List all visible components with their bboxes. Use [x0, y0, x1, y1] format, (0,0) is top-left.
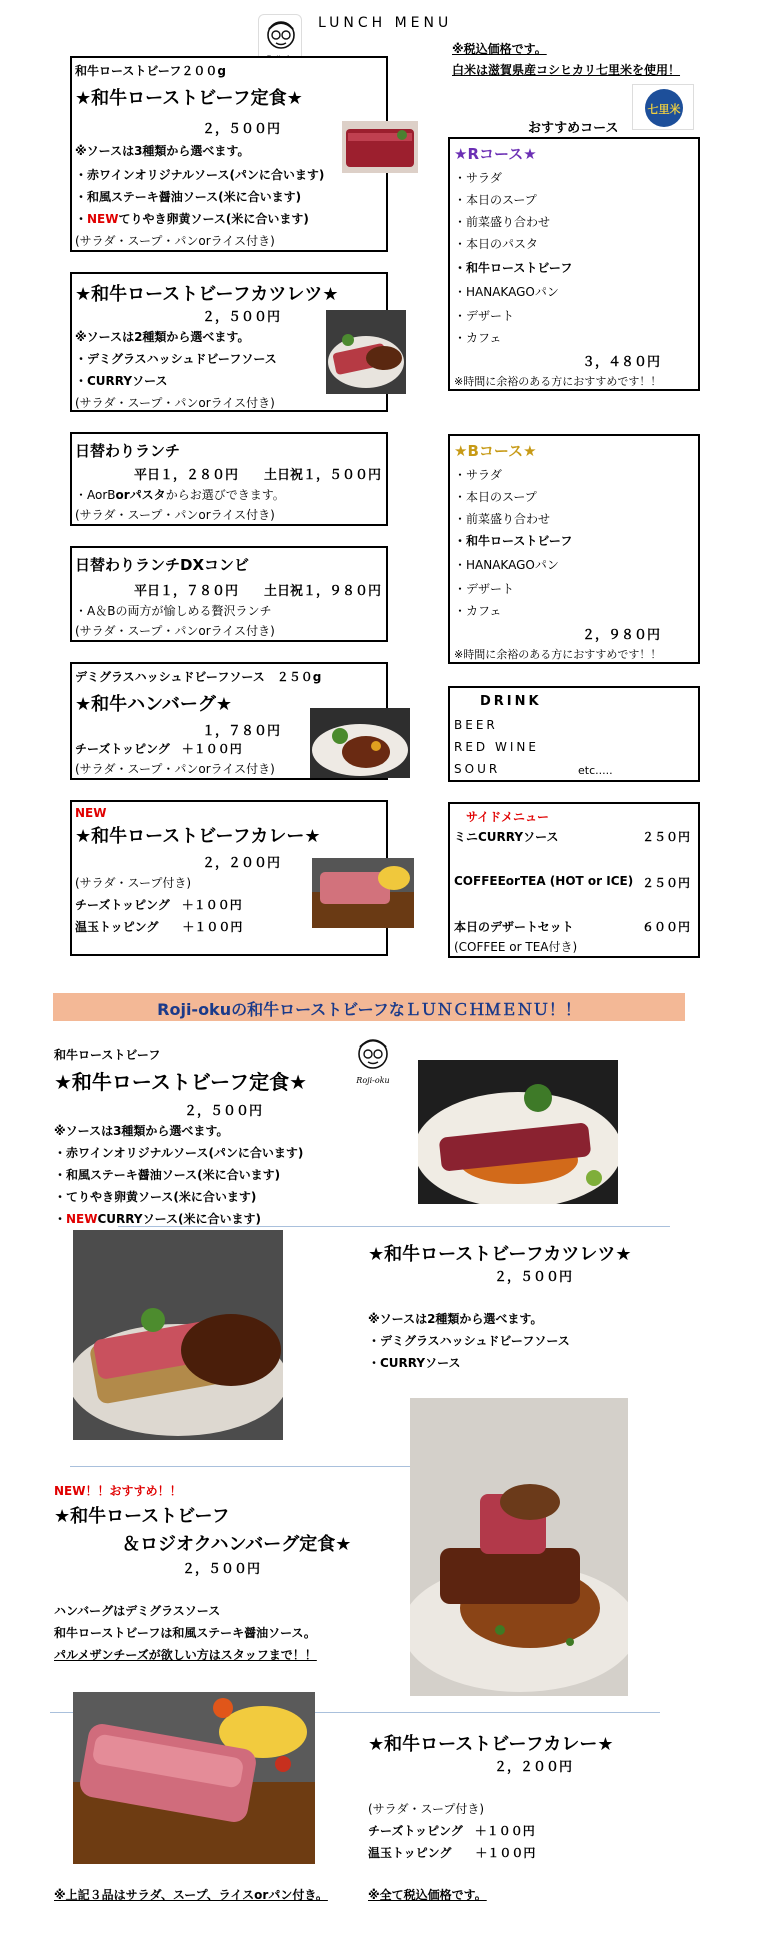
section-banner: Roji-okuの和牛ローストビーフなＬＵＮＣＨＭＥＮＵ！！	[53, 993, 685, 1021]
divider	[70, 1466, 410, 1467]
course-r-item: ・HANAKAGOパン	[454, 285, 559, 299]
course-b-item: ・前菜盛り合わせ	[454, 512, 551, 526]
course-r-item: ・カフェ	[454, 331, 502, 345]
food-photo-roastbeef-slice	[342, 121, 418, 173]
food-photo-roastbeef-plate	[418, 1060, 618, 1204]
s3-title: ★和牛ローストビーフ	[54, 1506, 230, 1527]
course-b-price: ２，９８０円	[582, 628, 661, 643]
tax-note: ※税込価格です。	[452, 42, 547, 56]
s3-new-label: NEW！！おすすめ！！	[54, 1484, 182, 1498]
s1-subtitle: 和牛ローストビーフ	[54, 1048, 161, 1062]
course-b-item: ・和牛ローストビーフ	[454, 534, 573, 548]
page-title: LUNCH MENU	[318, 15, 453, 31]
menu-box-cutlet: ★和牛ローストビーフカツレツ★ ２，５００円 ※ソースは2種類から選べます。 ・デミグラスハッシュドビーフソース ・CURRYソース (サラダ・スープ・パンorライス付き)	[70, 272, 388, 412]
divider	[118, 1226, 670, 1227]
food-photo-roastbeef-hamburg	[410, 1398, 628, 1696]
menu-box-roastbeef-set: 和牛ローストビーフ２００g ★和牛ローストビーフ定食★ ２，５００円 ※ソースは3種類から選べます。 ・赤ワインオリジナルソース(パンに合います) ・和風ステーキ醤油ソース(米に合います) ・NEWてりやき卵黄ソース(米に合います) (サラダ・スープ・パンorライス付き)	[70, 56, 388, 252]
menu-box-curry: NEW ★和牛ローストビーフカレー★ ２，２００円 (サラダ・スープ付き) チーズトッピング ＋１００円 温玉トッピング ＋１００円	[70, 800, 388, 956]
food-photo-cutlet-large	[73, 1230, 283, 1440]
course-r-item: ・前菜盛り合わせ	[454, 215, 551, 229]
food-photo-curry	[312, 858, 414, 928]
logo-face-icon: Roji-oku	[350, 1032, 396, 1090]
footer-note-left: ※上記３品はサラダ、スープ、ライスorパン付き。	[54, 1888, 328, 1902]
drink-box: DRINK BEER RED WINE SOUR etc.....	[448, 686, 700, 782]
s1-title: ★和牛ローストビーフ定食★	[54, 1070, 308, 1094]
food-photo-hamburg	[310, 708, 410, 778]
course-r-item: ・デザート	[454, 309, 515, 323]
course-b-box: ★Bコース★ ・サラダ ・本日のスープ ・前菜盛り合わせ ・和牛ローストビーフ ・HANAKAGOパン ・デザート ・カフェ ２，９８０円 ※時間に余裕のある方におすすめです！！	[448, 434, 700, 664]
menu-box-daily-lunch: 日替わりランチ 平日１，２８０円 土日祝１，５００円 ・AorBorパスタからお選びできます。 (サラダ・スープ・パンorライス付き)	[70, 432, 388, 526]
food-photo-cutlet	[326, 310, 406, 394]
recommend-course-heading: おすすめコース	[528, 121, 619, 136]
food-photo-curry-large	[73, 1692, 315, 1864]
menu-box-daily-dx: 日替わりランチDXコンビ 平日１，７８０円 土日祝１，９８０円 ・A＆Bの両方が愉しめる贅沢ランチ (サラダ・スープ・パンorライス付き)	[70, 546, 388, 642]
menu-box-hamburg: デミグラスハッシュドビーフソース ２５０g ★和牛ハンバーグ★ １，７８０円 チーズトッピング ＋１００円 (サラダ・スープ・パンorライス付き)	[70, 662, 388, 780]
course-r-price: ３，４８０円	[582, 355, 661, 370]
course-r-item: ・本日のパスタ	[454, 237, 539, 251]
rice-note: 白米は滋賀県産コシヒカリ七里米を使用！	[452, 63, 681, 77]
footer-note-right: ※全て税込価格です。	[368, 1888, 487, 1902]
course-b-item: ・デザート	[454, 582, 515, 596]
course-r-item: ・サラダ	[454, 171, 502, 185]
course-r-box: ★Rコース★ ・サラダ ・本日のスープ ・前菜盛り合わせ ・本日のパスタ ・和牛ローストビーフ ・HANAKAGOパン ・デザート ・カフェ ３，４８０円 ※時間に余裕のある方におすすめです！！	[448, 137, 700, 391]
course-b-item: ・カフェ	[454, 604, 502, 618]
rice-brand-badge: 七里米	[632, 84, 694, 130]
s4-title: ★和牛ローストビーフカレー★	[368, 1734, 614, 1755]
course-r-item: ・本日のスープ	[454, 193, 537, 207]
s2-title: ★和牛ローストビーフカツレツ★	[368, 1244, 632, 1265]
course-b-item: ・サラダ	[454, 468, 502, 482]
course-b-item: ・本日のスープ	[454, 490, 537, 504]
course-r-item: ・和牛ローストビーフ	[454, 261, 573, 275]
side-menu-box: サイドメニュー ミニCURRYソース ２５０円 COFFEEorTEA (HOT or ICE) ２５０円 本日のデザートセット ６００円 (COFFEE or TEA付き)	[448, 802, 700, 958]
course-b-item: ・HANAKAGOパン	[454, 558, 559, 572]
